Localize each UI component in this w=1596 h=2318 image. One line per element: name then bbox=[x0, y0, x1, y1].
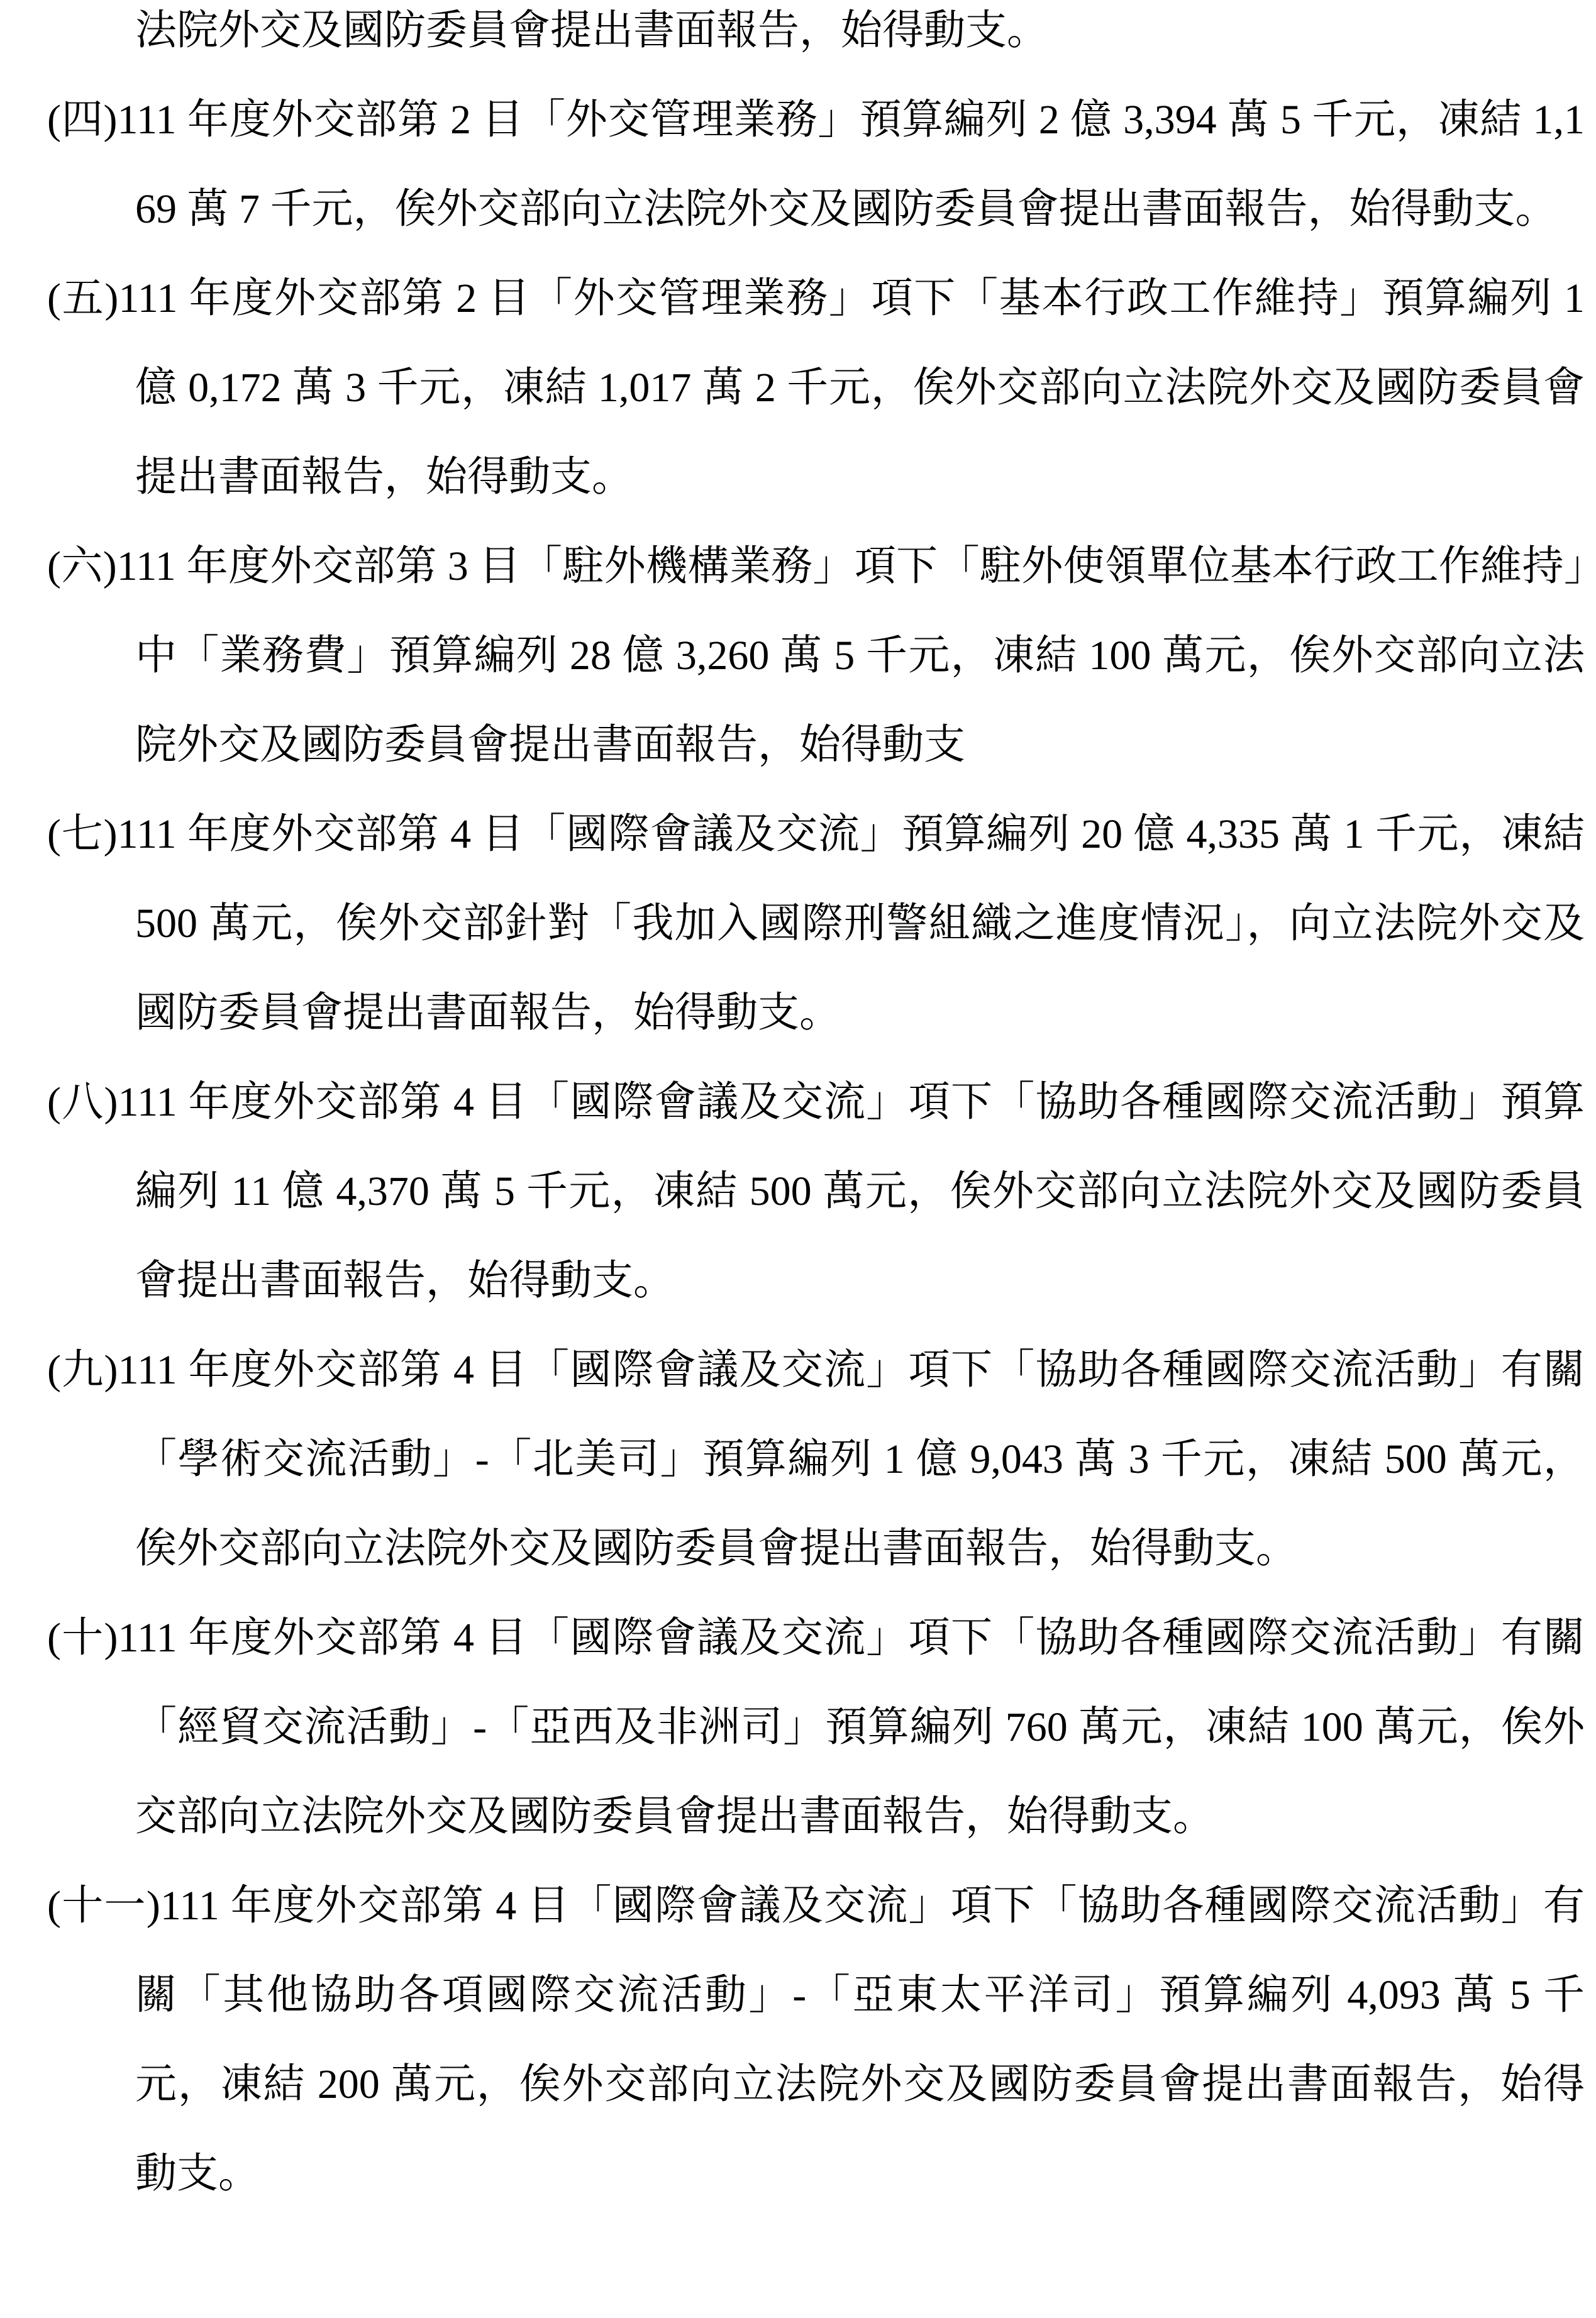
budget-item-9 bbox=[47, 1326, 1585, 1594]
item-number-label: (六) bbox=[47, 543, 117, 589]
item-text: 111 年度外交部第 4 目「國際會議及交流」項下「協助各種國際交流活動」有關「學術交流活動」-「北美司」預算編列 1 億 9,043 萬 3 千元，凍結 500 萬元，俟外交部向立法院外交及國防委員會提出書面報告，始得動支。 bbox=[118, 1347, 1585, 1572]
document-text-block bbox=[47, 0, 1585, 2219]
item-number-label: (八) bbox=[47, 1079, 118, 1125]
item-text: 111 年度外交部第 4 目「國際會議及交流」預算編列 20 億 4,335 萬 1 千元，凍結 500 萬元，俟外交部針對「我加入國際刑警組織之進度情況」，向立法院外交及國防委員會提出書面報告，始得動支。 bbox=[117, 811, 1585, 1036]
budget-item-10 bbox=[47, 1594, 1585, 1861]
item-text: 111 年度外交部第 4 目「國際會議及交流」項下「協助各種國際交流活動」有關「其他協助各項國際交流活動」-「亞東太平洋司」預算編列 4,093 萬 5 千元，凍結 200 萬元，俟外交部向立法院外交及國防委員會提出書面報告，始得動支。 bbox=[135, 1883, 1585, 2197]
item-text: 111 年度外交部第 4 目「國際會議及交流」項下「協助各種國際交流活動」有關「經貿交流活動」-「亞西及非洲司」預算編列 760 萬元，凍結 100 萬元，俟外交部向立法院外交及國防委員會提出書面報告，始得動支。 bbox=[118, 1615, 1585, 1839]
budget-item-8 bbox=[47, 1058, 1585, 1326]
item-number-label: (十一) bbox=[47, 1883, 160, 1929]
item-text: 111 年度外交部第 4 目「國際會議及交流」項下「協助各種國際交流活動」預算編列 11 億 4,370 萬 5 千元，凍結 500 萬元，俟外交部向立法院外交及國防委員會提出書面報告，始得動支。 bbox=[118, 1079, 1585, 1304]
budget-item-11 bbox=[47, 1861, 1585, 2219]
item-number-label: (七) bbox=[47, 811, 118, 857]
budget-item-4 bbox=[47, 75, 1585, 254]
budget-item-6 bbox=[47, 522, 1585, 790]
item-text: 111 年度外交部第 3 目「駐外機構業務」項下「駐外使領單位基本行政工作維持」中「業務費」預算編列 28 億 3,260 萬 5 千元，凍結 100 萬元，俟外交部向立法院外交及國防委員會提出書面報告，始得動支 bbox=[116, 543, 1585, 768]
continuation-line: 法院外交及國防委員會提出書面報告，始得動支。 bbox=[135, 8, 1048, 53]
budget-item-7 bbox=[47, 790, 1585, 1058]
item-number-label: (四) bbox=[47, 97, 118, 143]
item-number-label: (十) bbox=[47, 1615, 118, 1661]
budget-item-5 bbox=[47, 254, 1585, 522]
item-number-label: (五) bbox=[47, 275, 119, 321]
item-number-label: (九) bbox=[47, 1347, 118, 1393]
item-text: 111 年度外交部第 2 目「外交管理業務」預算編列 2 億 3,394 萬 5 千元，凍結 1,169 萬 7 千元，俟外交部向立法院外交及國防委員會提出書面報告，始得動支。 bbox=[117, 97, 1585, 232]
item-text: 111 年度外交部第 2 目「外交管理業務」項下「基本行政工作維持」預算編列 1 億 0,172 萬 3 千元，凍結 1,017 萬 2 千元，俟外交部向立法院外交及國防委員會提出書面報告，始得動支。 bbox=[118, 275, 1585, 500]
